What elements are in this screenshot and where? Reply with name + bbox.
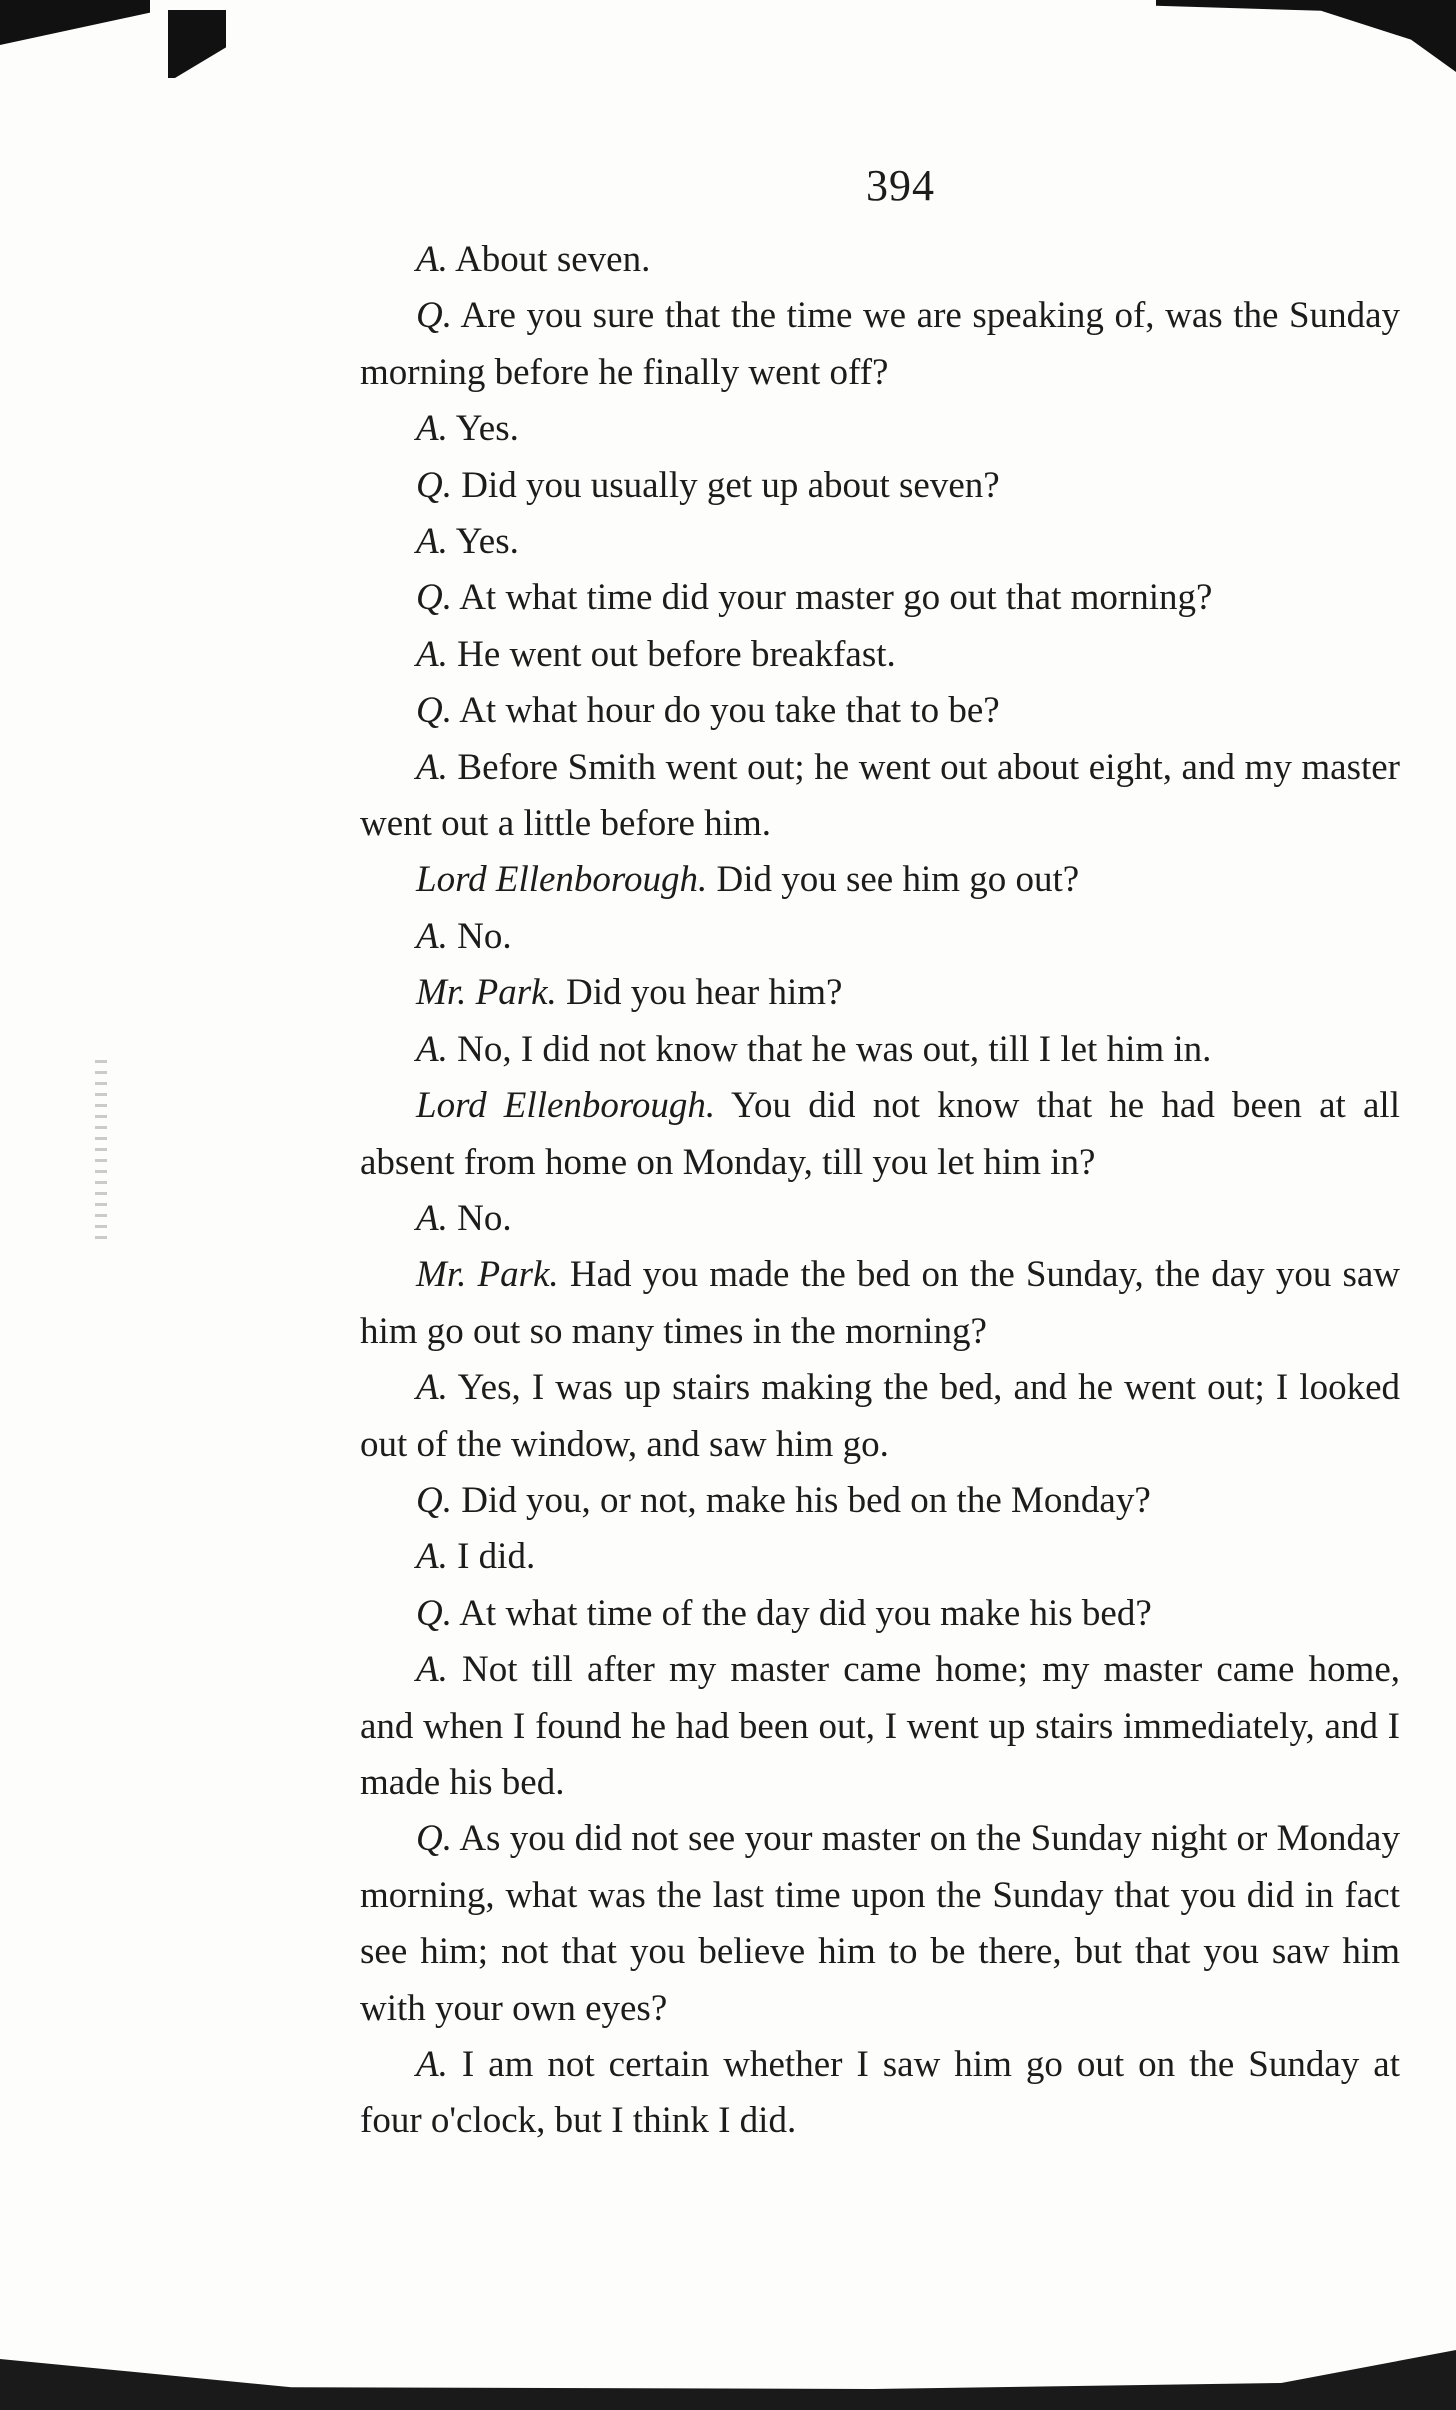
paragraph-text: You did not know that he had been at all absent from home on Monday, till you let him in? <box>360 1085 1400 1183</box>
paragraph-text: No. <box>457 1197 512 1239</box>
testimony-paragraph <box>360 1642 1400 1811</box>
testimony-paragraph <box>360 288 1400 401</box>
speaker-label: A. <box>416 1536 448 1578</box>
speaker-label: Q. <box>416 295 452 337</box>
testimony-paragraph <box>360 1247 1400 1360</box>
speaker-label: Mr. Park. <box>416 1254 559 1296</box>
paragraph-text: No, I did not know that he was out, till I let him in. <box>457 1028 1212 1070</box>
scan-edge-shadow <box>0 2350 1456 2410</box>
speaker-label: Mr. Park. <box>416 972 557 1014</box>
testimony-paragraph <box>360 1078 1400 1191</box>
testimony-paragraph <box>360 570 1400 626</box>
speaker-label: A. <box>416 521 448 563</box>
paragraph-text: No. <box>457 915 512 957</box>
speaker-label: A. <box>416 1028 448 1070</box>
paragraph-text: Did you hear him? <box>566 972 843 1014</box>
testimony-paragraph <box>360 232 1400 288</box>
paragraph-text: Yes. <box>455 521 519 563</box>
speaker-label: A. <box>416 239 448 280</box>
testimony-paragraph <box>360 401 1400 457</box>
paragraph-text: At what time of the day did you make his bed? <box>459 1592 1152 1634</box>
scan-edge-shadow <box>1156 0 1456 72</box>
testimony-paragraph <box>360 458 1400 514</box>
testimony-paragraph <box>360 852 1400 908</box>
speaker-label: Lord Ellenborough. <box>416 1085 716 1127</box>
paragraph-text: Yes, I was up stairs making the bed, and he went out; I looked out of the window, and saw him go. <box>360 1367 1400 1465</box>
testimony-paragraph <box>360 514 1400 570</box>
testimony-paragraph <box>360 1191 1400 1247</box>
speaker-label: Q. <box>416 577 452 619</box>
paragraph-text: Did you, or not, make his bed on the Monday? <box>461 1479 1151 1521</box>
paragraph-text: Had you made the bed on the Sunday, the day you saw him go out so many times in the morning? <box>360 1254 1401 1352</box>
testimony-paragraph <box>360 2037 1400 2150</box>
paragraph-text: He went out before breakfast. <box>457 633 896 675</box>
testimony-paragraph <box>360 740 1400 853</box>
testimony-paragraph <box>360 627 1400 683</box>
speaker-label: A. <box>416 746 448 788</box>
speaker-label: A. <box>416 1649 448 1691</box>
speaker-label: Q. <box>416 1818 452 1860</box>
paragraph-text: About seven. <box>455 239 651 280</box>
paragraph-text: At what hour do you take that to be? <box>459 690 1000 732</box>
speaker-label: Q. <box>416 690 452 732</box>
paragraph-text: Did you see him go out? <box>716 859 1080 901</box>
speaker-label: A. <box>416 2044 448 2085</box>
paragraph-text: Before Smith went out; he went out about eight, and my master went out a little before him. <box>360 746 1401 845</box>
testimony-paragraph <box>360 1360 1400 1473</box>
testimony-paragraph <box>360 909 1400 965</box>
speaker-label: Q. <box>416 464 452 506</box>
paragraph-text: As you did not see your master on the Sunday night or Monday morning, what was the last time upon the Sunday that you did in fact see him; not that you believe him to be there, but that you saw him with your own eyes? <box>360 1818 1400 2029</box>
testimony-paragraph <box>360 1022 1400 1078</box>
paragraph-text: I did. <box>457 1536 536 1578</box>
speaker-label: A. <box>416 1367 448 1409</box>
paragraph-text: Are you sure that the time we are speaking of, was the Sunday morning before he finally went off? <box>360 295 1400 393</box>
speaker-label: Lord Ellenborough. <box>416 859 708 901</box>
speaker-label: A. <box>416 633 448 675</box>
paragraph-text: At what time did your master go out that morning? <box>459 577 1213 619</box>
testimony-paragraph <box>360 1529 1400 1585</box>
paragraph-text: Not till after my master came home; my master came home, and when I found he had been out, I went up stairs immediately, and I made his bed. <box>360 1649 1401 1803</box>
scan-edge-shadow <box>168 10 226 78</box>
scan-edge-shadow <box>0 0 150 45</box>
paragraph-text: I am not certain whether I saw him go out on the Sunday at four o'clock, but I think I did. <box>360 2044 1400 2142</box>
speaker-label: Q. <box>416 1592 452 1634</box>
testimony-paragraph <box>360 1473 1400 1529</box>
testimony-paragraph <box>360 1586 1400 1642</box>
paragraph-text: Did you usually get up about seven? <box>461 464 1000 506</box>
speaker-label: A. <box>416 1197 448 1239</box>
testimony-paragraph <box>360 1811 1400 2037</box>
speaker-label: Q. <box>416 1479 452 1521</box>
scan-specks <box>95 1060 107 1240</box>
testimony-text <box>360 232 1400 2150</box>
speaker-label: A. <box>416 915 448 957</box>
testimony-paragraph <box>360 965 1400 1021</box>
testimony-paragraph <box>360 683 1400 739</box>
page-number: 394 <box>866 161 935 210</box>
speaker-label: A. <box>416 408 448 450</box>
paragraph-text: Yes. <box>455 408 519 450</box>
